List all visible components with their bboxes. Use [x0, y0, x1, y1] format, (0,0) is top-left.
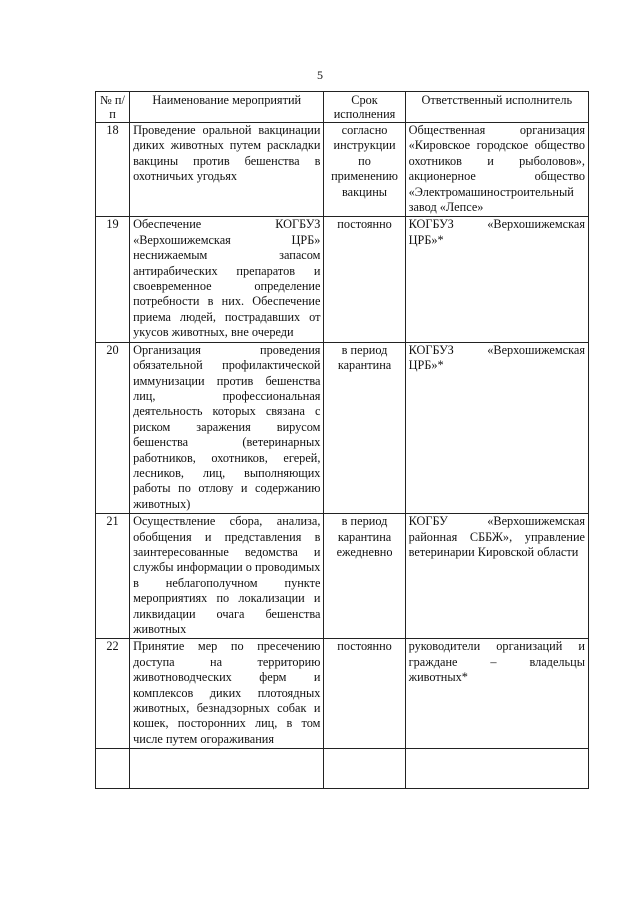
table-row [96, 342, 589, 513]
row-measure: Обеспечение КОГБУЗ «Верхошижемская ЦРБ» неснижаемым запасом антирабических препаратов и своевременное определение потребности в них. Обеспечение приема людей, пострадавших от укусов животных, вне очереди [130, 217, 324, 342]
row-deadline: согласно инструкции по применению вакцины [324, 123, 405, 217]
row-number: 18 [96, 123, 130, 217]
row-number: 20 [96, 342, 130, 513]
page-number: 5 [317, 68, 323, 82]
row-deadline: постоянно [324, 639, 405, 749]
row-measure: Осуществление сбора, анализа, обобщения и представления в заинтересованные ведомства и службы информации о проводимых в неблагополучном пункте мероприятиях по локализации и ликвидации очага бешенства животных [130, 514, 324, 639]
measures-table [95, 91, 589, 789]
row-measure: Проведение оральной вакцинации диких животных путем раскладки вакцины против бешенства в охотничьих угодьях [130, 123, 324, 217]
table-row [96, 639, 589, 749]
row-responsible: КОГБУЗ «Верхошижемская ЦРБ»* [405, 342, 588, 513]
row-number: 22 [96, 639, 130, 749]
row-deadline: в период карантина ежедневно [324, 514, 405, 639]
table-row [96, 123, 589, 217]
row-measure: Организация проведения обязательной профилактической иммунизации против бешенства лиц, профессиональная деятельность которых связана с риском заражения вирусом бешенства (ветеринарных работников, охотников, егерей, лесников, лиц, выполняющих работы по отлову и содержанию животных) [130, 342, 324, 513]
table-continuation [96, 749, 589, 789]
header-deadline: Срок исполнения [324, 92, 405, 123]
row-measure: Принятие мер по пресечению доступа на территорию животноводческих ферм и комплексов диких плотоядных животных, безнадзорных собак и кошек, посторонних лиц, в том числе путем огораживания [130, 639, 324, 749]
row-number: 21 [96, 514, 130, 639]
header-measure-name: Наименование мероприятий [130, 92, 324, 123]
header-number: № п/п [96, 92, 130, 123]
table-row [96, 514, 589, 639]
row-responsible: КОГБУ «Верхошижемская районная СББЖ», управление ветеринарии Кировской области [405, 514, 588, 639]
row-responsible: руководители организаций и граждане – владельцы животных* [405, 639, 588, 749]
row-deadline: постоянно [324, 217, 405, 342]
row-deadline: в период карантина [324, 342, 405, 513]
row-number: 19 [96, 217, 130, 342]
table-row [96, 217, 589, 342]
table-header-row [96, 92, 589, 123]
row-responsible: Общественная организация «Кировское городское общество охотников и рыболовов», акционерное общество «Электромашиностроительный завод «Лепсе» [405, 123, 588, 217]
header-responsible: Ответственный исполнитель [405, 92, 588, 123]
row-responsible: КОГБУЗ «Верхошижемская ЦРБ»* [405, 217, 588, 342]
